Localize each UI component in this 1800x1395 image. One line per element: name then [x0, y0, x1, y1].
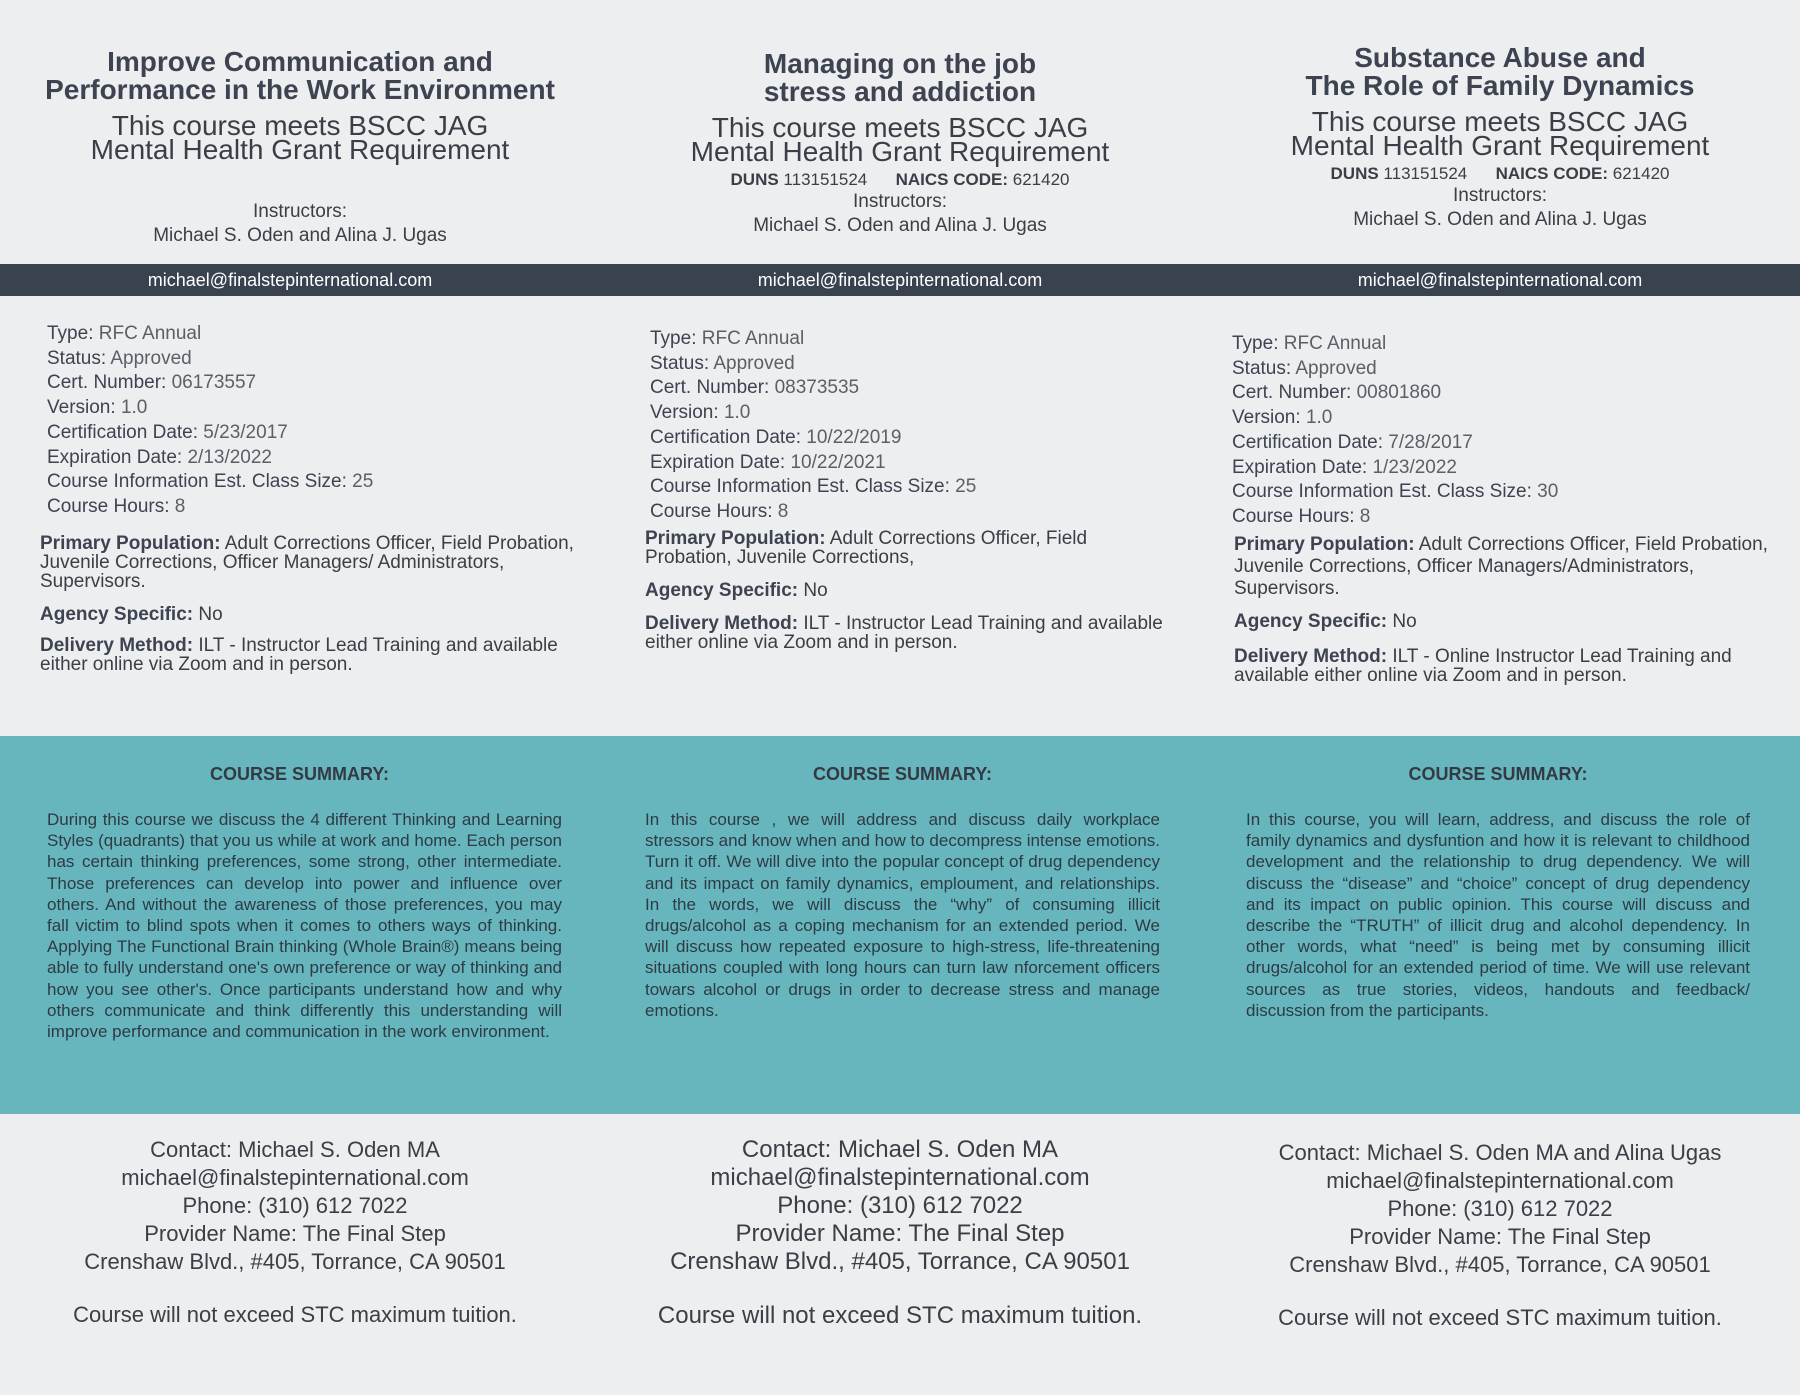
agency-label: Agency Specific:: [40, 603, 194, 625]
provider-address: Crenshaw Blvd., #405, Torrance, CA 90501: [84, 1249, 506, 1274]
cert-label: Expiration Date:: [650, 451, 791, 473]
provider-address: Crenshaw Blvd., #405, Torrance, CA 90501: [670, 1248, 1130, 1275]
course-1-details: [0, 296, 600, 736]
population-value: Adult Corrections Officer, Field Probation, Juvenile Corrections, Officer Managers/Administrators, Supervisors.: [1234, 533, 1768, 599]
cert-type: [1232, 332, 1772, 357]
cert-value: 7/28/2017: [1388, 431, 1473, 453]
cert-type: [47, 322, 580, 347]
course-2-header: [600, 0, 1200, 264]
cert-list: [645, 327, 1170, 525]
cert-value: 25: [352, 471, 374, 493]
cert-label: Course Hours:: [1232, 505, 1360, 527]
cert-status: [1232, 357, 1772, 382]
summary-text: In this course , we will address and discuss daily workplace stressors and know when and how to decompress intense emotions. Turn it off. We will dive into the popular concept of drug dependency and its impact on family dynamics, emploument, and relationships. In the words, we will discuss the “why” of consuming illicit drugs/alcohol as a coping mechanism for an extended period. We will discuss how repeated exposure to high-stress, life-threatening situations coupled with long hours can turn law nforcement officers towars alcohol or drugs in order to decrease stress and manage emotions.: [645, 810, 1160, 1020]
contact-section: [0, 1114, 1800, 1395]
contact-email[interactable]: michael@finalstepinternational.com: [1326, 1168, 1674, 1193]
course-3-codes: [1220, 164, 1780, 184]
contact-phone: Phone: (310) 612 7022: [777, 1192, 1023, 1219]
summary-heading: COURSE SUMMARY:: [210, 764, 389, 784]
agency-label: Agency Specific:: [1234, 610, 1388, 632]
cert-expiration: [47, 446, 580, 471]
summary-text: In this course, you will learn, address, and discuss the role of family dynamics and dysfuntion and how it is relevant to childhood development and the relationship to drug dependency. We will discuss the “disease” and “choice” concept of drug dependency and its impact on public opinion. This course will discuss and describe the “TRUTH” of illicit drug and alcohol dependency. In other words, what “need” is being met by consuming illicit drugs/alcohol for an extended period of time. We will use relevant sources as true stories, videos, handouts and feedback/ discussion from the participants.: [1246, 810, 1750, 1020]
contact-phone: Phone: (310) 612 7022: [182, 1193, 408, 1218]
cert-label: Certification Date:: [47, 421, 204, 443]
cert-label: Certification Date:: [1232, 431, 1389, 453]
agency-specific: [1232, 612, 1772, 631]
agency-label: Agency Specific:: [645, 579, 799, 601]
agency-value: No: [798, 579, 828, 601]
cert-number: [650, 376, 1170, 401]
duns-value: 113151524: [1383, 164, 1468, 183]
delivery-label: Delivery Method:: [40, 634, 194, 656]
naics-value: 621420: [1612, 164, 1670, 183]
provider-name: Provider Name: The Final Step: [1349, 1224, 1651, 1249]
cert-value: 30: [1537, 481, 1559, 503]
course-2-bscc-note: This course meets BSCC JAG Mental Health Grant Requirement: [690, 112, 1110, 167]
cert-label: Course Information Est. Class Size:: [650, 476, 956, 498]
cert-value: RFC Annual: [701, 328, 805, 349]
provider-name: Provider Name: The Final Step: [735, 1220, 1065, 1247]
cert-value: 1.0: [120, 397, 148, 419]
provider-name: Provider Name: The Final Step: [144, 1221, 446, 1246]
cert-value: 06173557: [171, 372, 257, 394]
cert-label: Type:: [47, 323, 99, 344]
population-label: Primary Population:: [645, 527, 826, 549]
provider-address: Crenshaw Blvd., #405, Torrance, CA 90501: [1289, 1252, 1711, 1277]
contact-phone: Phone: (310) 612 7022: [1387, 1196, 1613, 1221]
cert-value: 8: [174, 495, 186, 517]
cert-status: [650, 352, 1170, 377]
cert-value: 8: [1359, 505, 1371, 527]
naics-value: 621420: [1012, 170, 1070, 189]
cert-class-size: [1232, 480, 1772, 505]
cert-value: 5/23/2017: [203, 421, 288, 443]
course-1-instructors: Instructors: Michael S. Oden and Alina J. Ugas: [153, 201, 447, 246]
cert-hours: [47, 495, 580, 520]
duns-label: DUNS: [730, 170, 779, 189]
course-3-email[interactable]: michael@finalstepinternational.com: [1357, 270, 1643, 290]
cert-value: RFC Annual: [98, 323, 202, 344]
course-3-header: [1200, 0, 1800, 264]
cert-list: [1232, 332, 1772, 530]
delivery-method: [40, 636, 580, 674]
cert-expiration: [650, 451, 1170, 476]
summary-heading: COURSE SUMMARY:: [813, 764, 992, 784]
cert-value: 25: [955, 476, 977, 498]
course-2-summary: [600, 736, 1200, 1114]
cert-label: Course Hours:: [47, 495, 175, 517]
cert-value: Approved: [110, 347, 192, 369]
delivery-label: Delivery Method:: [645, 612, 799, 634]
cert-label: Certification Date:: [650, 426, 807, 448]
cert-date: [47, 421, 580, 446]
cert-label: Expiration Date:: [47, 446, 188, 468]
course-2-instructors: Instructors: Michael S. Oden and Alina J. Ugas: [753, 191, 1047, 236]
cert-label: Cert. Number:: [1232, 382, 1357, 404]
contact-name: Contact: Michael S. Oden MA: [741, 1136, 1059, 1163]
population-label: Primary Population:: [40, 532, 221, 554]
duns-label: DUNS: [1330, 164, 1379, 183]
course-headers: [0, 0, 1800, 264]
cert-number: [1232, 381, 1772, 406]
cert-label: Type:: [1232, 333, 1284, 354]
agency-value: No: [1387, 610, 1417, 632]
agency-specific: [40, 605, 580, 624]
cert-type: [650, 327, 1170, 352]
cert-date: [1232, 431, 1772, 456]
agency-specific: [645, 581, 1170, 600]
course-3-title: Substance Abuse and The Role of Family Dynamics: [1305, 42, 1695, 101]
naics-label: NAICS CODE:: [1495, 164, 1609, 183]
cert-label: Status:: [650, 352, 714, 374]
cert-version: [1232, 406, 1772, 431]
course-1-contact: [0, 1114, 600, 1395]
course-1-header: [0, 0, 600, 264]
cert-value: 10/22/2019: [806, 426, 902, 448]
cert-list: [40, 322, 580, 520]
cert-value: 1/23/2022: [1372, 456, 1457, 478]
cert-label: Expiration Date:: [1232, 456, 1373, 478]
cert-label: Course Information Est. Class Size:: [1232, 481, 1538, 503]
cert-value: 2/13/2022: [187, 446, 272, 468]
delivery-value: ILT - Instructor Lead Training and available either online via Zoom and in person.: [40, 634, 558, 675]
delivery-method: [645, 614, 1170, 652]
cert-hours: [1232, 505, 1772, 530]
delivery-label: Delivery Method:: [1234, 645, 1388, 667]
course-3-bscc-note: This course meets BSCC JAG Mental Health Grant Requirement: [1290, 106, 1710, 161]
population-label: Primary Population:: [1234, 533, 1415, 555]
cert-label: Course Information Est. Class Size:: [47, 471, 353, 493]
course-2-title: Managing on the job stress and addiction: [763, 48, 1037, 107]
cert-class-size: [47, 470, 580, 495]
cert-value: 1.0: [723, 402, 751, 424]
cert-status: [47, 347, 580, 372]
primary-population: [1232, 534, 1772, 600]
course-1-summary: [0, 736, 600, 1114]
cert-label: Version:: [1232, 407, 1306, 429]
delivery-value: ILT - Instructor Lead Training and available either online via Zoom and in person.: [645, 612, 1163, 653]
cert-label: Status:: [47, 347, 111, 369]
cert-date: [650, 426, 1170, 451]
duns-value: 113151524: [783, 170, 868, 189]
course-1-email[interactable]: michael@finalstepinternational.com: [147, 270, 433, 290]
course-2-email[interactable]: michael@finalstepinternational.com: [757, 270, 1043, 290]
tuition-note: Course will not exceed STC maximum tuition.: [1278, 1305, 1722, 1330]
contact-email[interactable]: michael@finalstepinternational.com: [121, 1165, 469, 1190]
course-3-contact: [1200, 1114, 1800, 1395]
course-1-title: Improve Communication and Performance in the Work Environment: [45, 46, 555, 105]
tuition-note: Course will not exceed STC maximum tuition.: [657, 1302, 1143, 1329]
course-1-bscc-note: This course meets BSCC JAG Mental Health Grant Requirement: [90, 110, 510, 165]
cert-value: 08373535: [774, 377, 860, 399]
cert-number: [47, 371, 580, 396]
cert-label: Status:: [1232, 357, 1296, 379]
cert-expiration: [1232, 456, 1772, 481]
cert-class-size: [650, 475, 1170, 500]
course-2-contact: [600, 1114, 1200, 1395]
primary-population: [645, 529, 1170, 567]
delivery-method: [1232, 647, 1772, 685]
summary-text: During this course we discuss the 4 different Thinking and Learning Styles (quadrants) that you us while at work and home. Each person has certain thinking preferences, some strong, other intermediate. Those preferences can develop into power and influence over others. And without the awareness of those preferences, you may fall victim to blind spots when it comes to others ways of thinking. Applying The Functional Brain thinking (Whole Brain®) means being able to fully understand one's own preference or way of thinking and how you see other's. Once participants understand how and why others communicate and think differently this understanding will improve performance and communication in the work environment.: [47, 810, 562, 1042]
cert-value: Approved: [713, 352, 795, 374]
contact-email[interactable]: michael@finalstepinternational.com: [710, 1164, 1090, 1191]
course-3-instructors: Instructors: Michael S. Oden and Alina J. Ugas: [1353, 185, 1647, 230]
cert-label: Course Hours:: [650, 500, 778, 522]
cert-value: 00801860: [1356, 382, 1442, 404]
course-2-codes: [620, 170, 1180, 190]
population-value: Adult Corrections Officer, Field Probation, Juvenile Corrections, Officer Managers/ Administrators, Supervisors.: [40, 532, 574, 592]
cert-value: RFC Annual: [1283, 333, 1387, 354]
certification-details: [0, 296, 1800, 736]
cert-value: 8: [777, 500, 789, 522]
agency-value: No: [193, 603, 223, 625]
cert-value: Approved: [1295, 357, 1377, 379]
cert-label: Version:: [47, 397, 121, 419]
tuition-note: Course will not exceed STC maximum tuition.: [73, 1302, 517, 1327]
cert-label: Cert. Number:: [650, 377, 775, 399]
cert-label: Cert. Number:: [47, 372, 172, 394]
course-3-details: [1200, 296, 1800, 736]
cert-version: [650, 401, 1170, 426]
course-2-details: [600, 296, 1200, 736]
email-band: [0, 264, 1800, 296]
naics-label: NAICS CODE:: [895, 170, 1009, 189]
cert-label: Type:: [650, 328, 702, 349]
contact-name: Contact: Michael S. Oden MA: [150, 1137, 440, 1162]
cert-version: [47, 396, 580, 421]
cert-value: 10/22/2021: [790, 451, 886, 473]
delivery-value: ILT - Online Instructor Lead Training and available either online via Zoom and in person.: [1234, 645, 1732, 686]
population-value: Adult Corrections Officer, Field Probation, Juvenile Corrections,: [645, 527, 1088, 568]
course-summary-band: [0, 736, 1800, 1114]
summary-heading: COURSE SUMMARY:: [1408, 764, 1588, 784]
course-3-summary: [1200, 736, 1800, 1114]
primary-population: [40, 534, 580, 591]
contact-name: Contact: Michael S. Oden MA and Alina Ugas: [1278, 1140, 1722, 1165]
cert-value: 1.0: [1305, 407, 1333, 429]
cert-hours: [650, 500, 1170, 525]
cert-label: Version:: [650, 402, 724, 424]
